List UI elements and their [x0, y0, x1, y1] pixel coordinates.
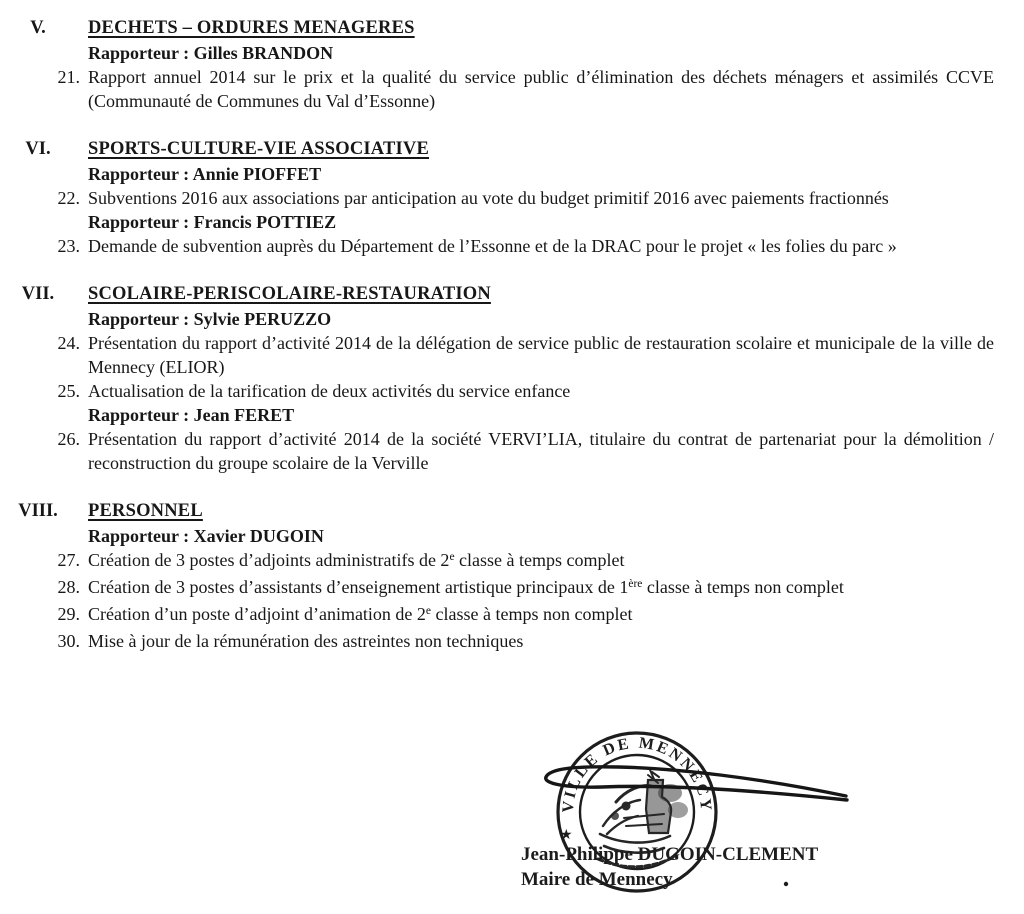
section-numeral: VI. — [25, 139, 51, 159]
agenda-item-28 — [0, 575, 1024, 602]
item-text: Demande de subvention auprès du Département de l’Essonne et de la DRAC pour le projet « les folies du parc » — [88, 236, 897, 256]
svg-text:VILLE DE MENNECY — [560, 735, 715, 814]
item-text: Subventions 2016 aux associations par anticipation au vote du budget primitif 2016 avec paiements fractionnés — [88, 188, 889, 208]
item-text — [88, 575, 994, 602]
item-number: 27. — [57, 550, 80, 570]
section-numeral: VIII. — [18, 501, 58, 521]
stamp-star-icon: ★ — [560, 828, 573, 843]
section-sports-culture — [0, 137, 1024, 258]
rapporteur-line: Rapporteur : Gilles BRANDON — [88, 43, 334, 63]
item-number: 21. — [57, 67, 80, 87]
agenda-item-27 — [0, 548, 1024, 575]
item-text-pre: Création de 3 postes d’assistants d’enseignement artistique principaux de 1 — [88, 577, 629, 597]
item-number: 24. — [57, 333, 80, 353]
agenda-item-22 — [0, 186, 1024, 210]
stamp-inner-ring — [580, 755, 694, 869]
item-text — [88, 602, 994, 629]
rapporteur-line: Rapporteur : Annie PIOFFET — [88, 164, 322, 184]
section-dechets — [0, 16, 1024, 113]
agenda-item-30 — [0, 629, 1024, 653]
rapporteur-line: Rapporteur : Xavier DUGOIN — [88, 526, 324, 546]
section-title: DECHETS – ORDURES MENAGERES — [88, 18, 415, 38]
item-text: Mise à jour de la rémunération des astreintes non techniques — [88, 631, 524, 651]
signer-title: Maire de Mennecy — [521, 869, 673, 890]
rapporteur-line: Rapporteur : Sylvie PERUZZO — [88, 309, 332, 329]
item-number: 30. — [57, 631, 80, 651]
ordinal-superscript: e — [425, 605, 432, 617]
item-text-post: classe à temps non complet — [431, 604, 633, 624]
agenda-item-26 — [0, 427, 1024, 475]
item-number: 26. — [57, 429, 80, 449]
signature-dot — [784, 882, 788, 886]
section-personnel — [0, 499, 1024, 653]
signer-name: Jean-Philippe DUGOIN-CLEMENT — [521, 844, 819, 865]
ordinal-superscript: e — [449, 551, 455, 563]
stamp-outer-ring — [558, 733, 716, 891]
stamp-crest — [598, 770, 688, 867]
item-text-post: classe à temps complet — [454, 550, 625, 570]
item-text-pre: Création d’un poste d’adjoint d’animation de 2 — [88, 604, 426, 624]
agenda-item-29 — [0, 602, 1024, 629]
section-numeral: V. — [30, 18, 46, 38]
section-scolaire — [0, 282, 1024, 475]
item-text-pre: Création de 3 postes d’adjoints administratifs de 2 — [88, 550, 450, 570]
signature-stroke — [546, 767, 847, 800]
section-title: SPORTS-CULTURE-VIE ASSOCIATIVE — [88, 139, 430, 159]
item-text — [88, 548, 994, 575]
stamp-bottom-blur — [598, 856, 676, 867]
agenda-item-25 — [0, 379, 1024, 403]
stamp-text: VILLE DE MENNECY — [559, 734, 715, 814]
municipal-stamp — [500, 730, 870, 910]
section-title: PERSONNEL — [88, 501, 203, 521]
item-number: 23. — [57, 236, 80, 256]
item-text-post: classe à temps non complet — [642, 577, 844, 597]
item-text: Présentation du rapport d’activité 2014 de la délégation de service public de restauration scolaire et municipale de la ville de Mennecy (ELIOR) — [88, 333, 994, 377]
rapporteur-line: Rapporteur : Jean FERET — [88, 405, 295, 425]
item-number: 25. — [57, 381, 80, 401]
ordinal-superscript: ère — [628, 578, 643, 590]
section-title: SCOLAIRE-PERISCOLAIRE-RESTAURATION — [88, 284, 491, 304]
item-text: Présentation du rapport d’activité 2014 de la société VERVI’LIA, titulaire du contrat de partenariat pour la démolition / reconstruction du groupe scolaire de la Verville — [88, 429, 994, 473]
agenda-item-21 — [0, 65, 1024, 113]
section-numeral: VII. — [21, 284, 55, 304]
item-number: 28. — [57, 577, 80, 597]
item-text: Rapport annuel 2014 sur le prix et la qualité du service public d’élimination des déchets ménagers et assimilés CCVE (Communauté de Communes du Val d’Essonne) — [88, 67, 994, 111]
item-number: 22. — [57, 188, 80, 208]
rapporteur-line: Rapporteur : Francis POTTIEZ — [88, 212, 337, 232]
agenda-item-23 — [0, 234, 1024, 258]
item-text: Actualisation de la tarification de deux activités du service enfance — [88, 381, 571, 401]
item-number: 29. — [57, 604, 80, 624]
agenda-item-24 — [0, 331, 1024, 379]
